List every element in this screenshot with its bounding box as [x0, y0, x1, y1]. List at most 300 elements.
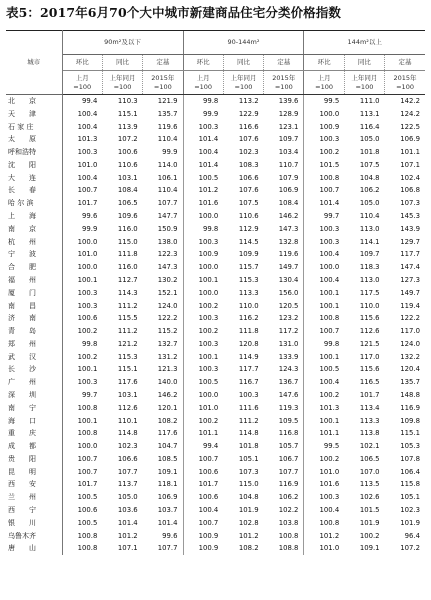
index-value-cell: 142.2 — [400, 97, 420, 105]
index-value-cell: 100.8 — [77, 403, 98, 412]
index-value-cell: 100.5 — [77, 518, 98, 527]
index-value-cell: 101.9 — [359, 518, 380, 527]
index-value-cell: 100.1 — [77, 275, 98, 284]
index-value-cell: 116.8 — [278, 429, 299, 438]
city-name-cell: 深 圳 — [6, 389, 62, 402]
index-value-cell: 100.2 — [359, 531, 380, 540]
city-name-cell: 贵 阳 — [6, 453, 62, 466]
index-value-cell: 100.0 — [183, 261, 223, 274]
index-value-cell: 99.9 — [162, 148, 178, 157]
index-value-cell: 100.3 — [304, 236, 344, 249]
index-value-cell: 105.0 — [359, 199, 380, 208]
index-value-cell: 101.6 — [183, 197, 223, 210]
index-value-cell: 96.4 — [404, 531, 420, 540]
index-value-cell: 119.4 — [400, 301, 420, 310]
table-row — [6, 440, 425, 453]
index-value-cell: 109.6 — [117, 212, 138, 221]
index-value-cell: 109.1 — [157, 467, 178, 476]
city-name-cell: 济 南 — [6, 312, 62, 325]
index-value-cell: 105.1 — [400, 493, 420, 502]
index-value-cell: 106.9 — [278, 186, 299, 195]
index-value-cell: 101.4 — [157, 518, 178, 527]
index-value-cell: 109.9 — [238, 250, 259, 259]
index-value-cell: 111.6 — [238, 403, 259, 412]
index-value-cell: 101.2 — [238, 531, 259, 540]
index-value-cell: 135.7 — [400, 378, 420, 387]
index-value-cell: 102.3 — [117, 442, 138, 451]
index-value-cell: 101.0 — [183, 402, 223, 415]
table-row — [6, 133, 425, 146]
index-value-cell: 100.8 — [77, 429, 98, 438]
index-value-cell: 109.7 — [359, 250, 380, 259]
city-name-cell: 南 昌 — [6, 300, 62, 313]
index-value-cell: 100.3 — [77, 148, 98, 157]
index-value-cell: 110.0 — [238, 301, 259, 310]
index-value-cell: 112.9 — [238, 224, 259, 233]
index-value-cell: 122.3 — [157, 250, 178, 259]
index-value-cell: 100.0 — [77, 263, 98, 272]
index-value-cell: 116.9 — [400, 403, 420, 412]
index-value-cell: 108.4 — [117, 186, 138, 195]
index-value-cell: 103.7 — [157, 506, 178, 514]
city-name-cell: 福 州 — [6, 274, 62, 287]
metric-header: 同比 — [344, 55, 384, 71]
index-value-cell: 99.4 — [183, 440, 223, 453]
index-value-cell: 108.8 — [278, 544, 299, 553]
index-value-cell: 116.5 — [359, 378, 380, 387]
index-value-cell: 114.0 — [157, 160, 178, 169]
index-value-cell: 100.3 — [183, 338, 223, 351]
index-value-cell: 116.7 — [238, 378, 259, 387]
index-value-cell: 115.3 — [238, 275, 259, 284]
table-row — [6, 159, 425, 172]
city-name-cell: 杭 州 — [6, 236, 62, 249]
index-value-cell: 121.5 — [359, 339, 380, 348]
index-value-cell: 101.7 — [183, 478, 223, 491]
table-row — [6, 376, 425, 389]
index-value-cell: 99.7 — [82, 390, 98, 399]
index-value-cell: 104.8 — [359, 173, 380, 182]
city-name-cell: 太 原 — [6, 133, 62, 146]
city-name-cell: 北 京 — [6, 95, 62, 108]
index-value-cell: 100.3 — [304, 491, 344, 504]
city-name-cell: 成 都 — [6, 440, 62, 453]
index-value-cell: 107.7 — [117, 467, 138, 476]
index-value-cell: 119.6 — [157, 122, 178, 131]
city-name-cell: 武 汉 — [6, 351, 62, 364]
index-value-cell: 112.6 — [117, 403, 138, 412]
index-value-cell: 109.8 — [400, 416, 420, 425]
table-row — [6, 236, 425, 249]
index-value-cell: 110.3 — [117, 97, 138, 105]
index-value-cell: 100.3 — [183, 236, 223, 249]
index-value-cell: 117.5 — [359, 288, 380, 297]
index-value-cell: 107.1 — [117, 544, 138, 553]
base-header: 上年同月 =100 — [102, 71, 142, 95]
index-value-cell: 100.0 — [77, 442, 98, 451]
index-value-cell: 148.8 — [400, 390, 420, 399]
index-value-cell: 100.3 — [183, 363, 223, 376]
index-value-cell: 107.6 — [238, 135, 259, 144]
index-value-cell: 147.3 — [157, 263, 178, 272]
index-value-cell: 110.6 — [238, 212, 259, 221]
index-value-cell: 100.1 — [77, 365, 98, 374]
index-value-cell: 101.1 — [304, 427, 344, 440]
index-value-cell: 113.2 — [238, 97, 259, 105]
index-value-cell: 130.2 — [157, 275, 178, 284]
index-value-cell: 100.0 — [77, 237, 98, 246]
index-value-cell: 100.3 — [77, 378, 98, 387]
index-value-cell: 120.5 — [278, 301, 299, 310]
city-name-cell: 广 州 — [6, 376, 62, 389]
index-value-cell: 100.4 — [77, 109, 98, 118]
index-value-cell: 113.4 — [359, 403, 380, 412]
index-value-cell: 113.7 — [117, 480, 138, 489]
table-row — [6, 261, 425, 274]
city-name-cell: 南 京 — [6, 223, 62, 236]
index-value-cell: 100.7 — [77, 186, 98, 195]
index-value-cell: 119.3 — [278, 403, 299, 412]
table-row — [6, 491, 425, 504]
index-value-cell: 122.5 — [400, 122, 420, 131]
index-value-cell: 100.8 — [304, 517, 344, 530]
index-value-cell: 102.3 — [400, 506, 420, 514]
index-value-cell: 101.9 — [238, 506, 259, 514]
index-value-cell: 100.9 — [183, 530, 223, 543]
index-value-cell: 119.6 — [278, 250, 299, 259]
index-value-cell: 101.9 — [400, 518, 420, 527]
index-value-cell: 122.2 — [400, 314, 420, 323]
index-value-cell: 113.8 — [359, 429, 380, 438]
table-row — [6, 415, 425, 428]
index-value-cell: 100.1 — [183, 274, 223, 287]
index-value-cell: 113.9 — [117, 122, 138, 131]
group-header-small: 90m²及以下 — [62, 31, 183, 55]
index-value-cell: 100.1 — [304, 351, 344, 364]
index-value-cell: 107.5 — [238, 199, 259, 208]
index-value-cell: 150.9 — [157, 224, 178, 233]
table-row — [6, 517, 425, 530]
index-value-cell: 100.7 — [77, 467, 98, 476]
index-value-cell: 100.2 — [304, 146, 344, 159]
table-row — [6, 146, 425, 159]
index-value-cell: 100.6 — [183, 466, 223, 479]
index-value-cell: 100.4 — [304, 376, 344, 389]
city-name-cell: 哈 尔 滨 — [6, 197, 62, 210]
index-value-cell: 106.2 — [278, 493, 299, 502]
index-value-cell: 101.3 — [77, 135, 98, 144]
city-name-cell: 昆 明 — [6, 466, 62, 479]
index-value-cell: 117.7 — [238, 365, 259, 374]
index-value-cell: 104.7 — [157, 442, 178, 451]
index-value-cell: 99.5 — [304, 440, 344, 453]
index-value-cell: 100.5 — [183, 172, 223, 185]
index-value-cell: 100.2 — [77, 327, 98, 336]
index-value-cell: 106.9 — [400, 135, 420, 144]
base-header: 上月 =100 — [183, 71, 223, 95]
table-row — [6, 427, 425, 440]
index-value-cell: 101.8 — [359, 148, 380, 157]
city-name-cell: 郑 州 — [6, 338, 62, 351]
index-value-cell: 110.0 — [359, 301, 380, 310]
index-value-cell: 100.2 — [304, 453, 344, 466]
table-row — [6, 300, 425, 313]
index-value-cell: 100.0 — [183, 389, 223, 402]
table-row — [6, 351, 425, 364]
index-value-cell: 111.2 — [117, 327, 138, 336]
index-value-cell: 101.2 — [117, 531, 138, 540]
index-value-cell: 114.9 — [238, 352, 259, 361]
index-value-cell: 99.9 — [82, 224, 98, 233]
table-row — [6, 172, 425, 185]
index-value-cell: 131.2 — [157, 352, 178, 361]
table-row — [6, 108, 425, 121]
index-value-cell: 108.2 — [157, 416, 178, 425]
index-value-cell: 107.2 — [400, 544, 420, 553]
index-value-cell: 107.8 — [400, 454, 420, 463]
index-value-cell: 108.2 — [238, 544, 259, 553]
city-name-cell: 西 安 — [6, 478, 62, 491]
index-value-cell: 100.7 — [77, 454, 98, 463]
index-value-cell: 100.8 — [77, 531, 98, 540]
index-value-cell: 147.6 — [278, 390, 299, 399]
city-name-cell: 海 口 — [6, 415, 62, 428]
index-value-cell: 108.5 — [157, 454, 178, 463]
index-value-cell: 99.7 — [304, 210, 344, 223]
base-header: 上年同月 =100 — [223, 71, 263, 95]
index-value-cell: 138.0 — [157, 237, 178, 246]
index-value-cell: 102.4 — [400, 173, 420, 182]
index-value-cell: 102.3 — [238, 148, 259, 157]
index-value-cell: 114.8 — [238, 429, 259, 438]
index-value-cell: 120.8 — [238, 339, 259, 348]
index-value-cell: 103.8 — [278, 518, 299, 527]
index-value-cell: 99.8 — [304, 338, 344, 351]
table-row — [6, 197, 425, 210]
index-value-cell: 109.5 — [278, 416, 299, 425]
index-value-cell: 117.0 — [400, 327, 420, 336]
table-row — [6, 389, 425, 402]
table-row — [6, 542, 425, 555]
index-value-cell: 109.1 — [359, 544, 380, 553]
index-value-cell: 109.7 — [278, 135, 299, 144]
index-value-cell: 105.0 — [117, 493, 138, 502]
index-value-cell: 103.1 — [117, 173, 138, 182]
index-value-cell: 123.1 — [278, 122, 299, 131]
table-row — [6, 274, 425, 287]
index-value-cell: 115.2 — [157, 327, 178, 336]
index-value-cell: 100.3 — [183, 312, 223, 325]
index-value-cell: 117.2 — [278, 327, 299, 336]
index-value-cell: 110.7 — [278, 160, 299, 169]
index-value-cell: 116.6 — [238, 122, 259, 131]
index-value-cell: 100.0 — [183, 210, 223, 223]
index-value-cell: 110.4 — [157, 135, 178, 144]
city-name-cell: 上 海 — [6, 210, 62, 223]
index-value-cell: 111.8 — [238, 327, 259, 336]
city-name-cell: 大 连 — [6, 172, 62, 185]
index-value-cell: 100.5 — [304, 363, 344, 376]
index-value-cell: 102.1 — [359, 442, 380, 451]
index-value-cell: 116.4 — [359, 122, 380, 131]
index-value-cell: 101.2 — [183, 184, 223, 197]
city-name-cell: 青 岛 — [6, 325, 62, 338]
index-value-cell: 101.5 — [359, 506, 380, 514]
index-value-cell: 110.4 — [157, 186, 178, 195]
index-value-cell: 113.0 — [359, 275, 380, 284]
index-value-cell: 115.6 — [359, 365, 380, 374]
index-value-cell: 140.0 — [157, 378, 178, 387]
base-header: 2015年 =100 — [385, 71, 425, 95]
index-value-cell: 107.7 — [278, 467, 299, 476]
index-value-cell: 100.1 — [77, 416, 98, 425]
index-value-cell: 101.5 — [304, 159, 344, 172]
index-value-cell: 115.1 — [117, 109, 138, 118]
city-name-cell: 宁 波 — [6, 248, 62, 261]
index-value-cell: 100.0 — [183, 287, 223, 300]
index-value-cell: 100.9 — [304, 121, 344, 134]
index-value-cell: 124.0 — [400, 339, 420, 348]
index-value-cell: 135.7 — [157, 109, 178, 118]
index-value-cell: 107.7 — [157, 199, 178, 208]
index-value-cell: 106.4 — [400, 467, 420, 476]
index-value-cell: 100.7 — [183, 453, 223, 466]
index-value-cell: 100.9 — [183, 542, 223, 555]
index-value-cell: 146.2 — [278, 212, 299, 221]
index-value-cell: 104.8 — [238, 493, 259, 502]
index-value-cell: 101.0 — [77, 250, 98, 259]
index-value-cell: 100.5 — [183, 376, 223, 389]
index-value-cell: 102.6 — [359, 493, 380, 502]
city-name-cell: 厦 门 — [6, 287, 62, 300]
index-value-cell: 100.6 — [77, 314, 98, 323]
price-index-table — [6, 30, 425, 555]
index-value-cell: 100.4 — [304, 274, 344, 287]
index-value-cell: 103.6 — [117, 506, 138, 514]
index-value-cell: 100.1 — [183, 351, 223, 364]
index-value-cell: 100.0 — [304, 261, 344, 274]
index-value-cell: 114.5 — [238, 237, 259, 246]
index-value-cell: 100.0 — [304, 108, 344, 121]
metric-header: 环比 — [304, 55, 344, 71]
table-row — [6, 504, 425, 517]
group-header-large: 144m²以上 — [304, 31, 425, 55]
base-header: 2015年 =100 — [143, 71, 183, 95]
index-value-cell: 100.6 — [117, 148, 138, 157]
index-value-cell: 100.8 — [304, 312, 344, 325]
index-value-cell: 100.4 — [183, 146, 223, 159]
city-name-cell: 长 沙 — [6, 363, 62, 376]
index-value-cell: 106.8 — [400, 186, 420, 195]
index-value-cell: 101.8 — [238, 442, 259, 451]
index-value-cell: 117.6 — [117, 378, 138, 387]
index-value-cell: 110.4 — [359, 212, 380, 221]
index-value-cell: 107.6 — [238, 186, 259, 195]
index-value-cell: 100.1 — [304, 415, 344, 428]
index-value-cell: 100.1 — [304, 287, 344, 300]
index-value-cell: 116.0 — [117, 263, 138, 272]
index-value-cell: 107.3 — [238, 467, 259, 476]
index-value-cell: 121.9 — [157, 97, 178, 105]
index-value-cell: 121.2 — [117, 339, 138, 348]
city-name-cell: 呼和浩特 — [6, 146, 62, 159]
index-value-cell: 101.7 — [77, 199, 98, 208]
index-value-cell: 106.7 — [278, 454, 299, 463]
city-name-cell: 合 肥 — [6, 261, 62, 274]
index-value-cell: 124.3 — [278, 365, 299, 374]
index-value-cell: 118.1 — [157, 480, 178, 489]
index-value-cell: 147.4 — [400, 263, 420, 272]
city-name-cell: 石 家 庄 — [6, 121, 62, 134]
index-value-cell: 101.4 — [304, 197, 344, 210]
index-value-cell: 100.2 — [77, 352, 98, 361]
index-value-cell: 127.3 — [400, 275, 420, 284]
index-value-cell: 147.7 — [157, 212, 178, 221]
index-value-cell: 101.4 — [183, 133, 223, 146]
index-value-cell: 149.7 — [278, 263, 299, 272]
index-value-cell: 120.1 — [157, 403, 178, 412]
index-value-cell: 113.3 — [238, 288, 259, 297]
index-value-cell: 100.4 — [183, 504, 223, 517]
index-value-cell: 116.0 — [117, 224, 138, 233]
index-value-cell: 100.3 — [304, 133, 344, 146]
index-value-cell: 114.1 — [359, 237, 380, 246]
table-row — [6, 453, 425, 466]
index-value-cell: 100.3 — [77, 301, 98, 310]
index-value-cell: 100.8 — [77, 544, 98, 553]
index-value-cell: 129.7 — [400, 237, 420, 246]
index-value-cell: 143.9 — [400, 224, 420, 233]
index-value-cell: 99.6 — [82, 212, 98, 221]
index-value-cell: 105.7 — [278, 442, 299, 451]
index-value-cell: 101.0 — [304, 466, 344, 479]
index-value-cell: 107.7 — [157, 544, 178, 553]
index-value-cell: 145.3 — [400, 212, 420, 221]
index-value-cell: 111.2 — [238, 416, 259, 425]
index-value-cell: 128.9 — [278, 109, 299, 118]
index-value-cell: 115.8 — [400, 480, 420, 489]
index-value-cell: 101.0 — [77, 160, 98, 169]
index-value-cell: 100.7 — [183, 517, 223, 530]
index-value-cell: 130.4 — [278, 275, 299, 284]
index-value-cell: 100.2 — [183, 415, 223, 428]
index-value-cell: 115.6 — [359, 314, 380, 323]
city-name-cell: 西 宁 — [6, 504, 62, 517]
city-name-cell: 银 川 — [6, 517, 62, 530]
index-value-cell: 106.5 — [117, 199, 138, 208]
city-name-cell: 重 庆 — [6, 427, 62, 440]
index-value-cell: 100.4 — [304, 504, 344, 517]
index-value-cell: 122.2 — [157, 314, 178, 323]
index-value-cell: 100.7 — [304, 184, 344, 197]
base-header: 上月 =100 — [62, 71, 102, 95]
table-row — [6, 466, 425, 479]
index-value-cell: 106.2 — [359, 186, 380, 195]
city-name-cell: 南 宁 — [6, 402, 62, 415]
index-value-cell: 110.6 — [117, 160, 138, 169]
index-value-cell: 101.1 — [183, 427, 223, 440]
index-value-cell: 133.9 — [278, 352, 299, 361]
index-value-cell: 102.2 — [278, 506, 299, 514]
index-value-cell: 123.2 — [278, 314, 299, 323]
index-value-cell: 111.2 — [117, 301, 138, 310]
index-value-cell: 106.6 — [117, 454, 138, 463]
index-value-cell: 105.3 — [400, 442, 420, 451]
index-value-cell: 107.3 — [400, 199, 420, 208]
city-name-cell: 乌鲁木齐 — [6, 530, 62, 543]
index-value-cell: 122.9 — [238, 109, 259, 118]
index-value-cell: 111.8 — [117, 250, 138, 259]
